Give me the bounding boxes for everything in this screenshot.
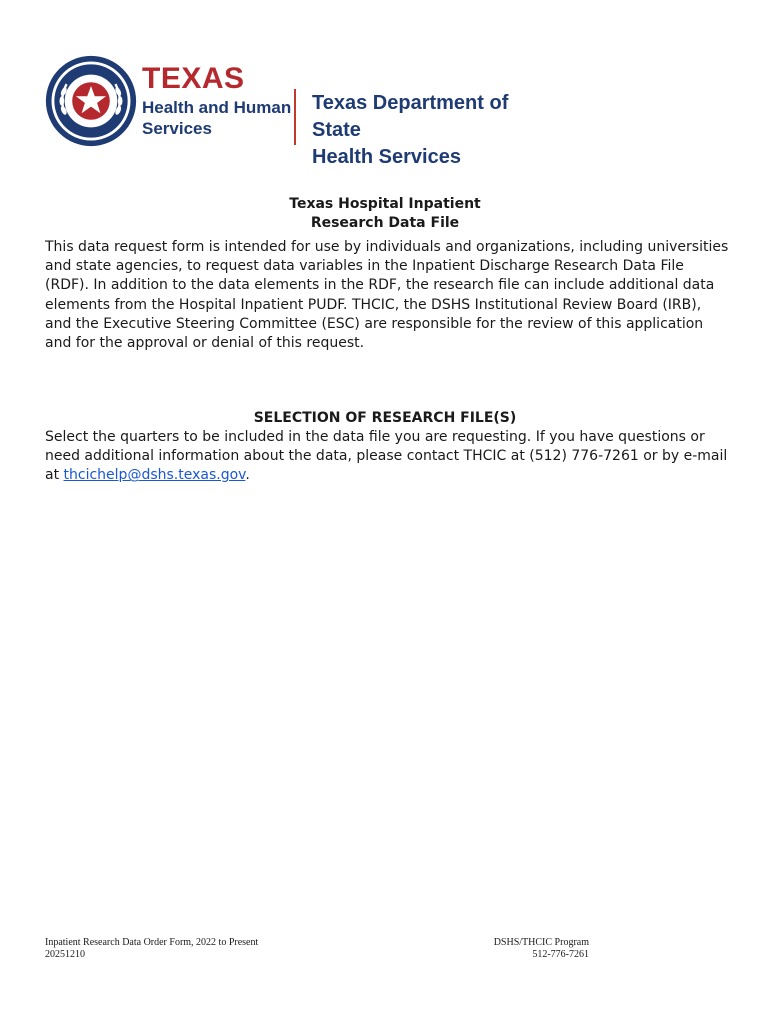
footer-form-date: 20251210 [45, 949, 85, 960]
footer-right [494, 937, 589, 961]
footer-program: DSHS/THCIC Program [493, 937, 589, 948]
hhs-logo-line3: Services [142, 119, 212, 138]
texas-seal-icon [44, 54, 138, 148]
footer-left [45, 937, 258, 961]
hhs-logo-line2: Health and Human [142, 98, 292, 117]
document-title [0, 195, 770, 233]
logo-divider [294, 89, 296, 145]
dshs-logo-line1: Texas Department of State [312, 92, 509, 141]
instructions-text: Select the quarters to be included in the data file you are requesting. If you have questions or need additional information about the data, please contact THCIC at (512) 776-7261 or by e-mail at [45, 429, 728, 484]
hhs-logo-texas: TEXAS [142, 62, 245, 95]
email-link[interactable]: thcichelp@dshs.texas.gov [63, 467, 246, 484]
hhs-logo-text [142, 64, 291, 139]
section-heading: SELECTION OF RESEARCH FILE(S) [253, 410, 517, 426]
page-header [44, 54, 544, 168]
instructions-end: . [245, 467, 250, 484]
selection-instructions [45, 428, 730, 486]
footer-phone: 512-776-7261 [532, 949, 589, 960]
footer-form-name: Inpatient Research Data Order Form, 2022 to Present [45, 937, 259, 948]
title-line-2: Research Data File [310, 215, 460, 231]
dshs-logo-text [312, 90, 544, 171]
dshs-logo-line2: Health Services [312, 146, 461, 168]
title-line-1: Texas Hospital Inpatient [289, 196, 481, 212]
intro-paragraph: This data request form is intended for use by individuals and organizations, including universities and state agencies, to request data variables in the Inpatient Discharge Research Data File (RDF). In addition to the data elements in the RDF, the research file can include additional data elements from the Hospital Inpatient PUDF. THCIC, the DSHS Institutional Review Board (IRB), and the Executive Steering Committee (ESC) are responsible for the review of this application and for the approval or denial of this request. [45, 239, 729, 352]
